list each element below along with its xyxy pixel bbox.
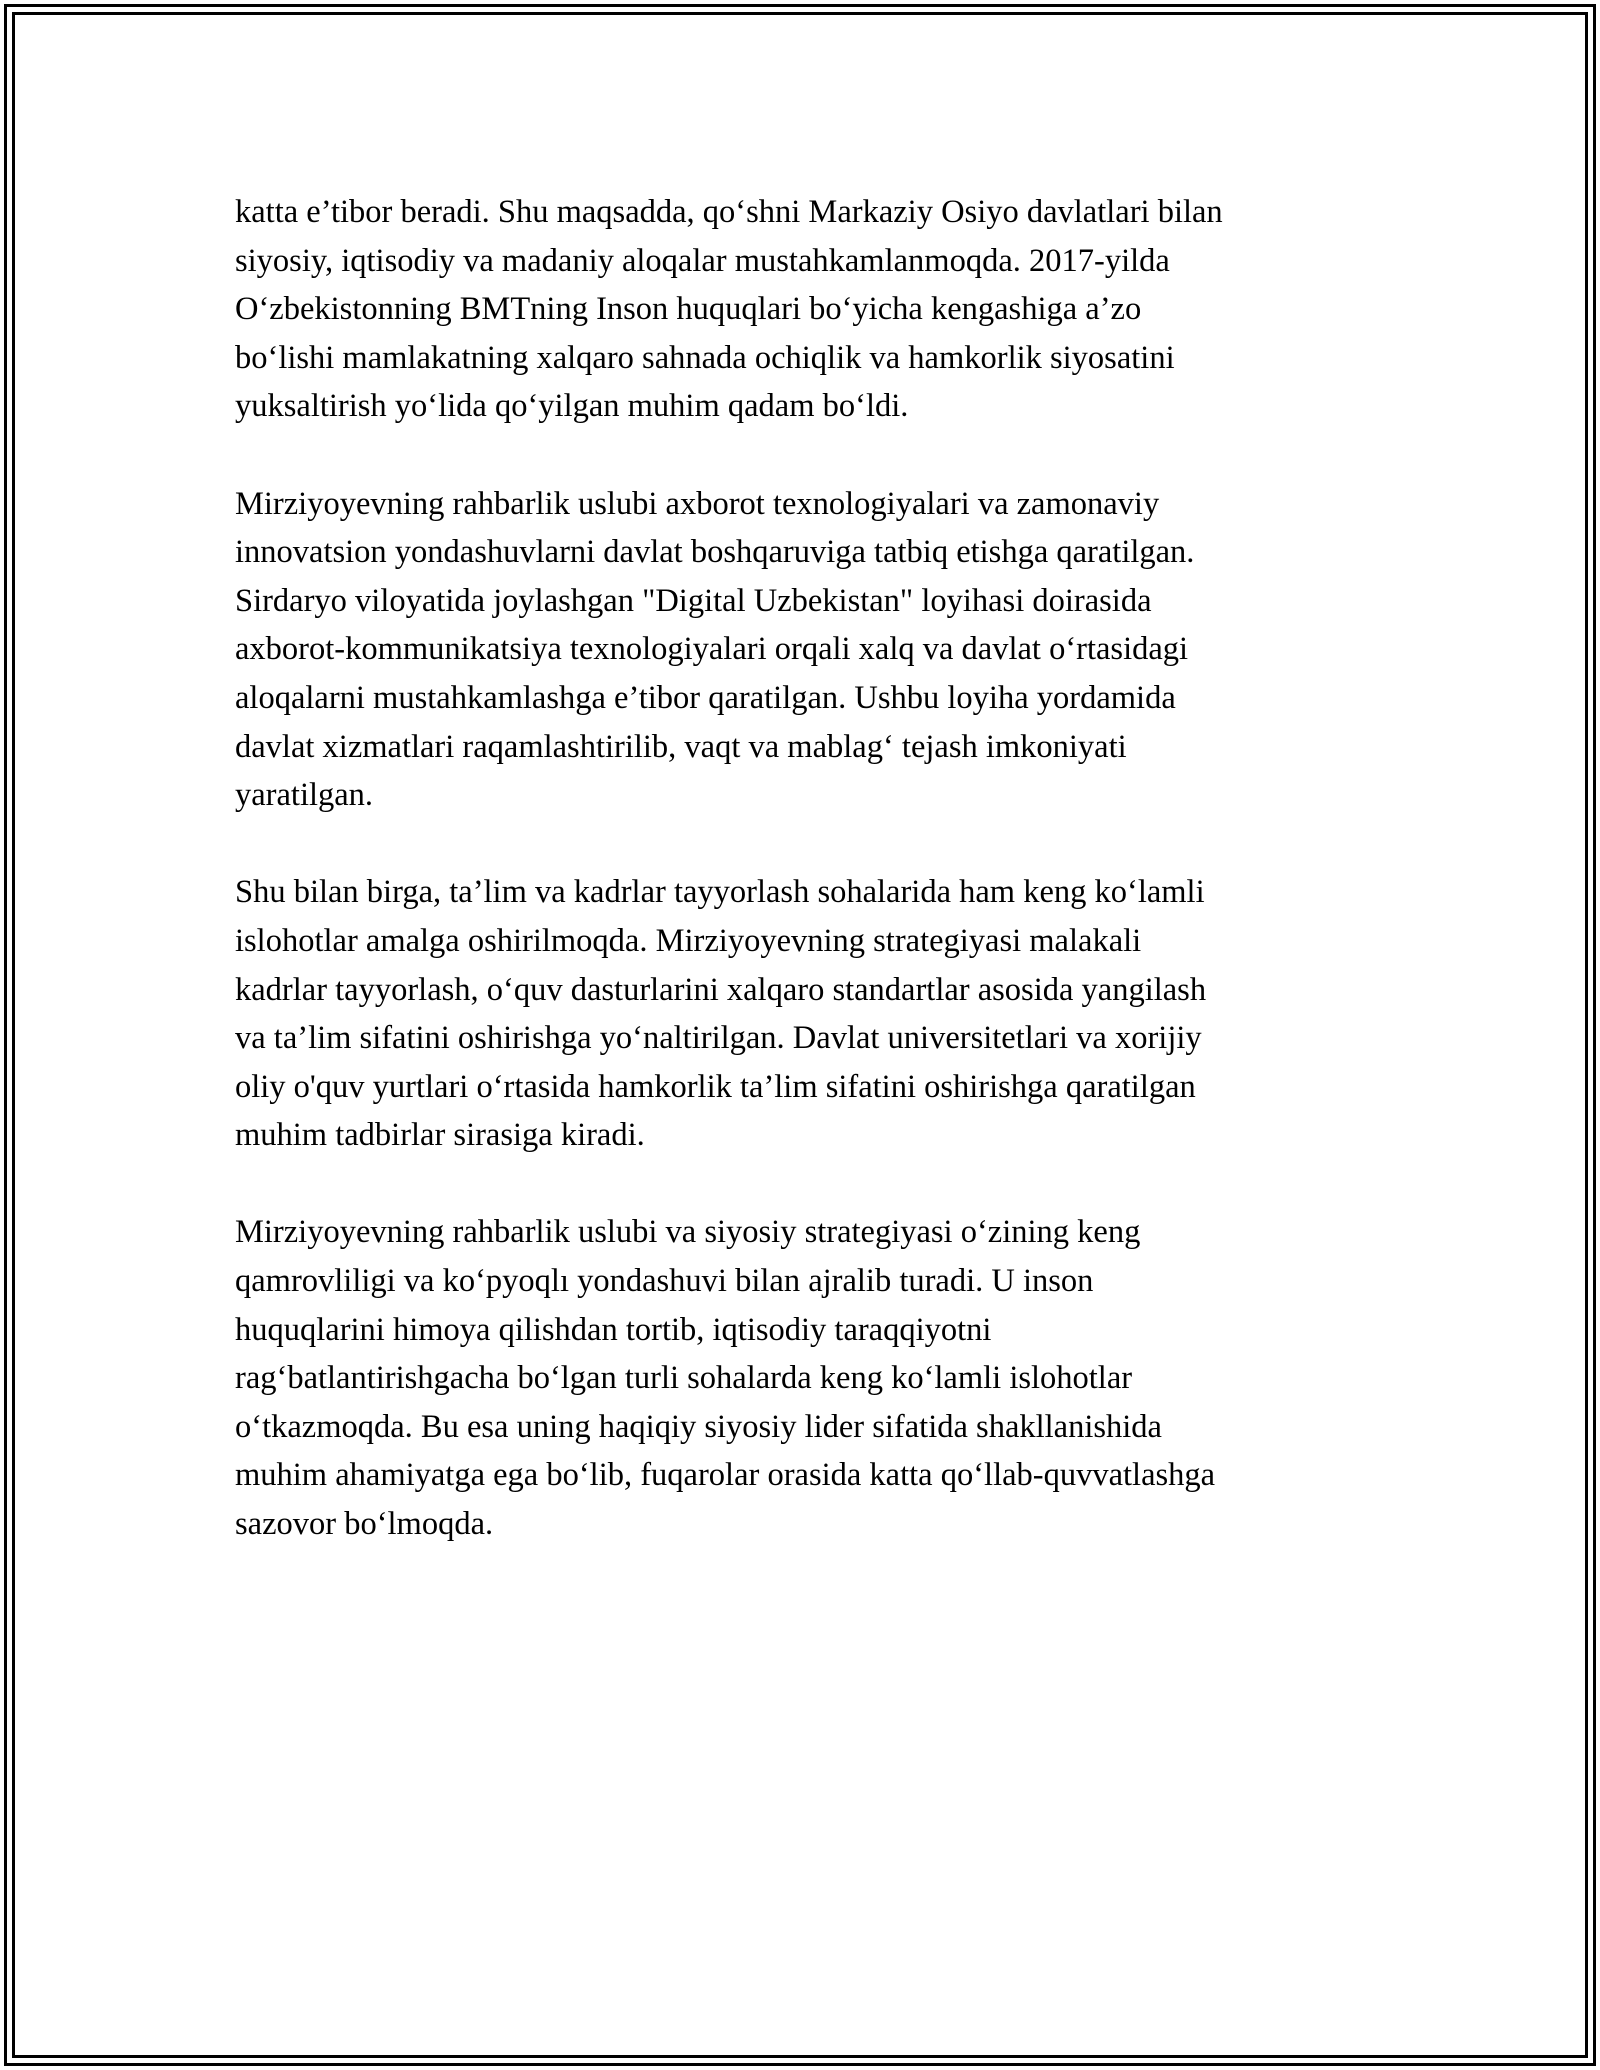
text-line: va ta’lim sifatini oshirishga yo‘naltirilgan. Davlat universitetlari va xorijiy — [235, 1020, 1202, 1057]
text-line: siyosiy, iqtisodiy va madaniy aloqalar mustahkamlanmoqda. 2017-yilda — [235, 242, 1170, 279]
text-line: qamrovliligi va ko‘pyoqlı yondashuvi bilan ajralib turadi. U inson — [235, 1263, 1094, 1300]
paragraph-2 — [235, 480, 1365, 820]
text-line: muhim ahamiyatga ega bo‘lib, fuqarolar orasida katta qo‘llab-quvvatlashga — [235, 1457, 1216, 1494]
text-line: yuksaltirish yo‘lida qo‘yilgan muhim qadam bo‘ldi. — [235, 388, 909, 425]
text-line: islohotlar amalga oshirilmoqda. Mirziyoyevning strategiyasi malakali — [235, 922, 1142, 959]
text-line: yaratilgan. — [235, 777, 374, 814]
text-line: sazovor bo‘lmoqda. — [235, 1506, 494, 1543]
text-line: katta e’tibor beradi. Shu maqsadda, qo‘shni Markaziy Osiyo davlatlari bilan — [235, 194, 1223, 230]
paragraph-3 — [235, 868, 1365, 1160]
document-body — [235, 188, 1365, 1597]
text-line: davlat xizmatlari raqamlashtirilib, vaqt va mablag‘ tejash imkoniyati — [235, 728, 1127, 765]
paragraph-1 — [235, 188, 1365, 431]
text-line: Mirziyoyevning rahbarlik uslubi axborot texnologiyalari va zamonaviy — [235, 485, 1160, 522]
text-line: o‘tkazmoqda. Bu esa uning haqiqiy siyosiy lider sifatida shakllanishida — [235, 1408, 1162, 1445]
text-line: aloqalarni mustahkamlashga e’tibor qaratilgan. Ushbu loyiha yordamida — [235, 679, 1176, 716]
text-line: kadrlar tayyorlash, o‘quv dasturlarini xalqaro standartlar asosida yangilash — [235, 971, 1207, 1008]
text-line: Sirdaryo viloyatida joylashgan "Digital Uzbekistan" loyihasi doirasida — [235, 582, 1152, 619]
text-line: muhim tadbirlar sirasiga kiradi. — [235, 1117, 645, 1154]
text-line: huquqlarini himoya qilishdan tortib, iqtisodiy taraqqiyotni — [235, 1311, 992, 1348]
text-line: O‘zbekistonning BMTning Inson huquqlari bo‘yicha kengashiga a’zo — [235, 291, 1142, 328]
text-line: Shu bilan birga, ta’lim va kadrlar tayyorlash sohalarida ham keng ko‘lamli — [235, 874, 1205, 911]
text-line: innovatsion yondashuvlarni davlat boshqaruviga tatbiq etishga qaratilgan. — [235, 534, 1195, 571]
text-line: oliy o'quv yurtlari o‘rtasida hamkorlik ta’lim sifatini oshirishga qaratilgan — [235, 1068, 1196, 1105]
text-line: axborot-kommunikatsiya texnologiyalari orqali xalq va davlat o‘rtasidagi — [235, 631, 1189, 668]
text-line: bo‘lishi mamlakatning xalqaro sahnada ochiqlik va hamkorlik siyosatini — [235, 339, 1175, 376]
text-line: Mirziyoyevning rahbarlik uslubi va siyosiy strategiyasi o‘zining keng — [235, 1214, 1141, 1251]
text-line: rag‘batlantirishgacha bo‘lgan turli sohalarda keng ko‘lamli islohotlar — [235, 1360, 1133, 1397]
paragraph-4 — [235, 1208, 1365, 1548]
